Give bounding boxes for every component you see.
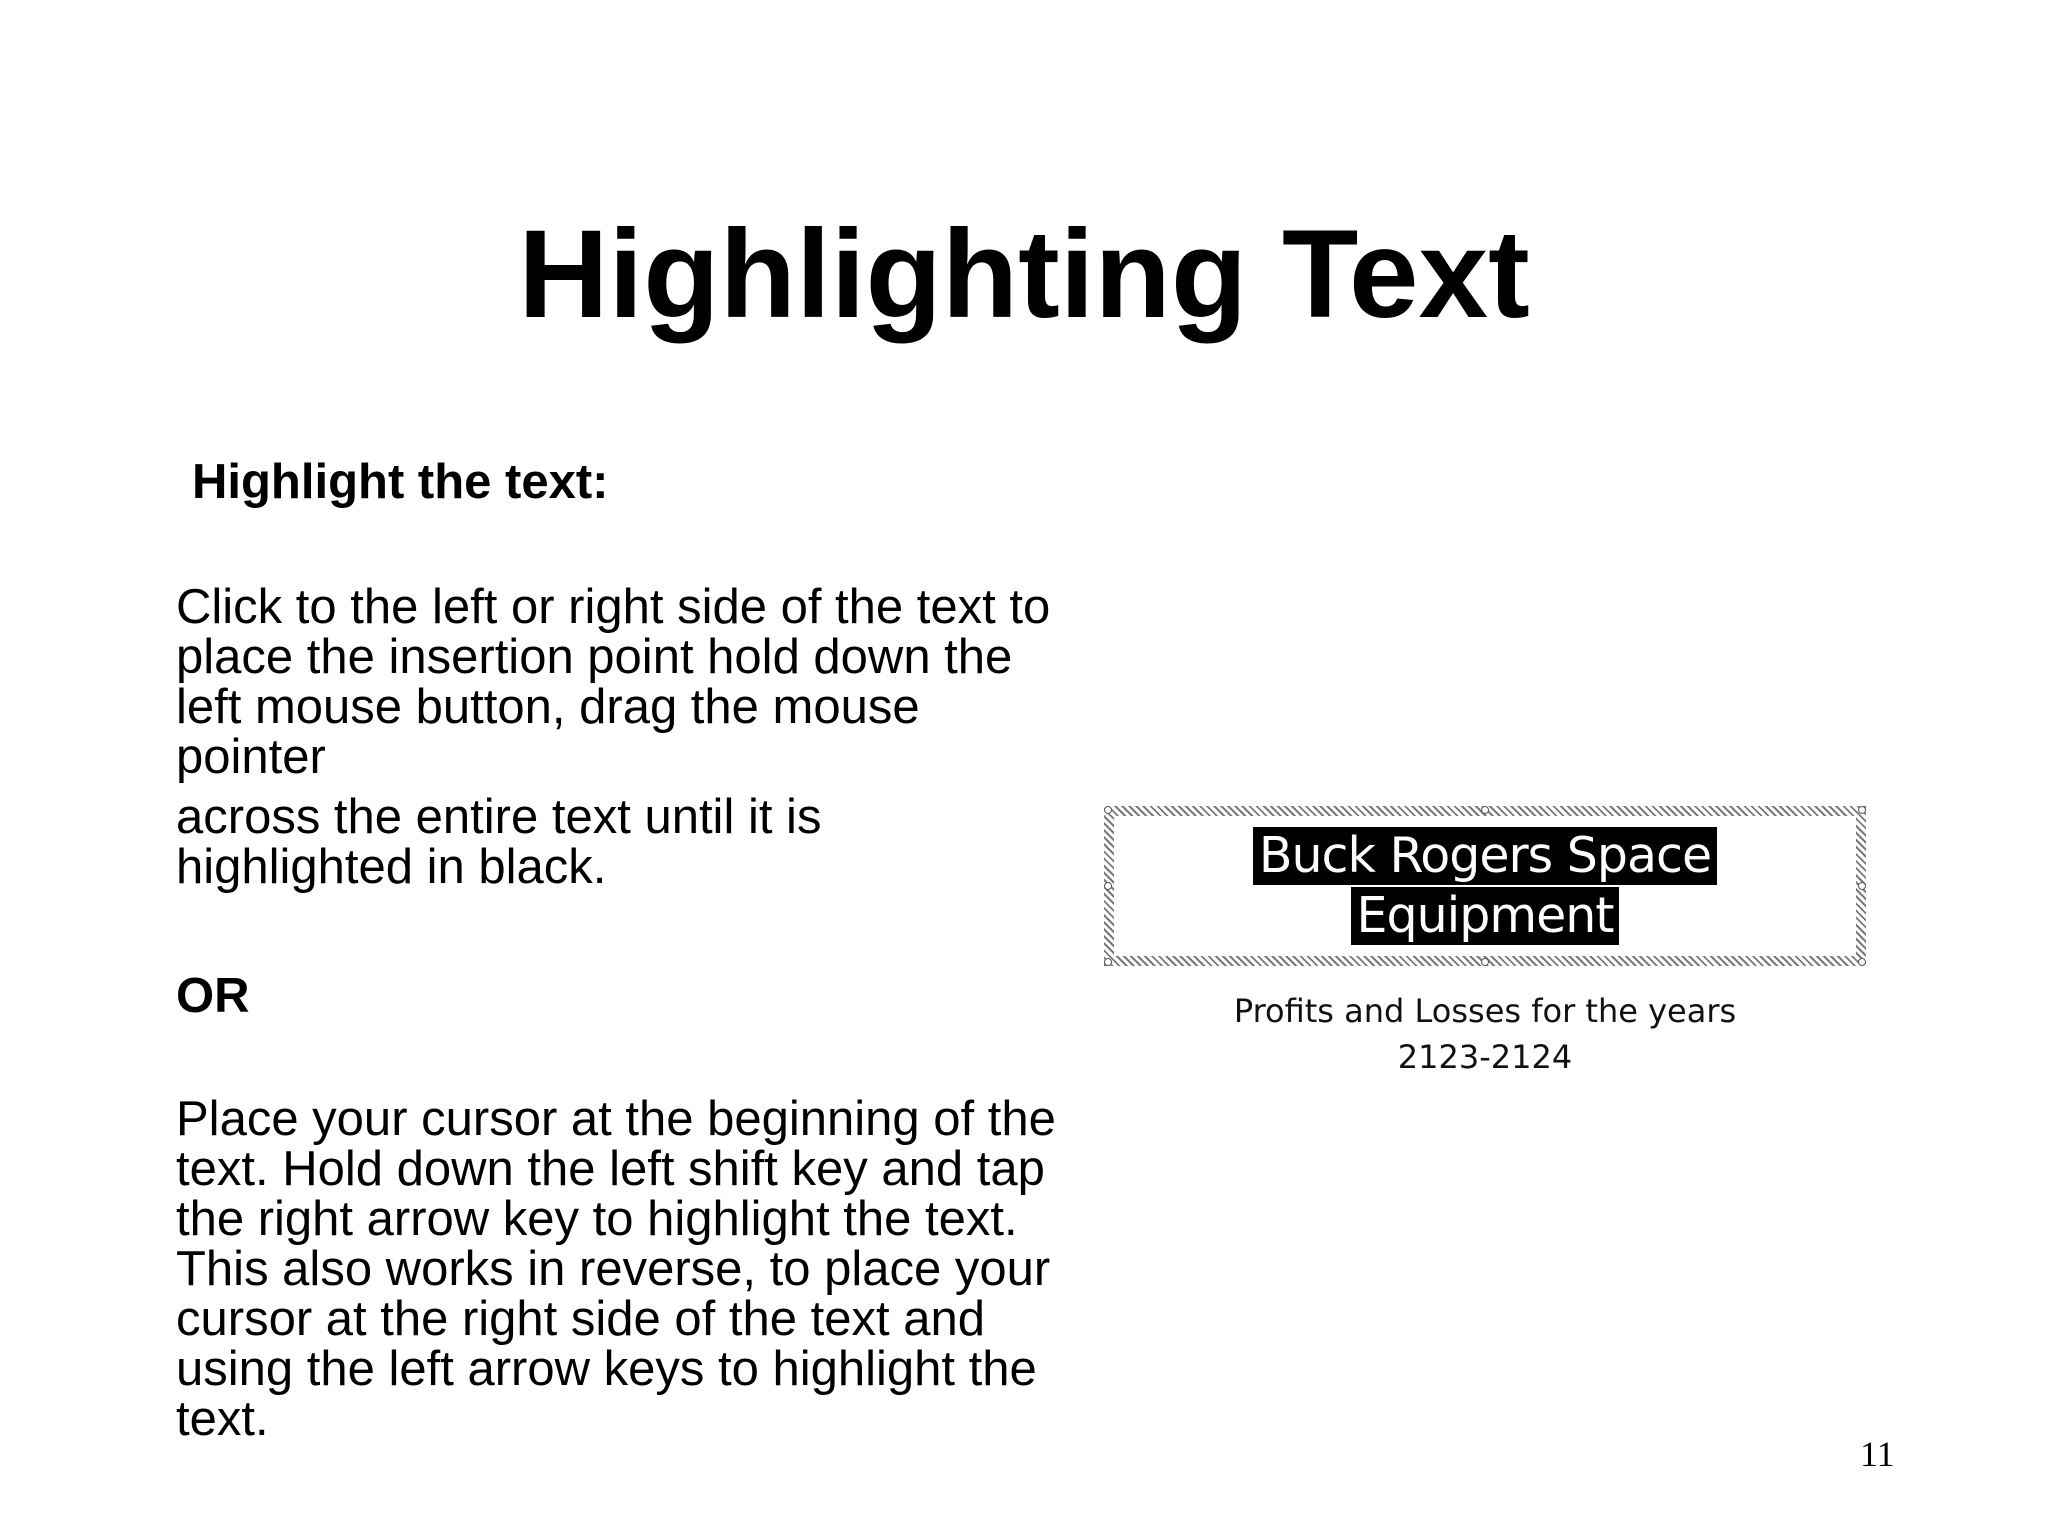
page-number: 11 [1860,1434,1895,1474]
instruction-subheading: Highlight the text: [192,455,609,509]
example-caption [1104,988,1866,1080]
instruction-paragraph-keyboard: Place your cursor at the beginning of the text. Hold down the left shift key and tap the right arrow key to highlight the text. This also works in reverse, to place your cursor at the right side of the text and using the left arrow keys to highlight the text. [176,1092,1056,1446]
resize-handle-icon [1104,806,1112,814]
resize-handle-icon [1104,882,1112,890]
resize-handle-icon [1858,882,1866,890]
example-caption-line: 2123-2124 [1397,1038,1573,1076]
resize-handle-icon [1104,958,1112,966]
slide-title: Highlighting Text [518,205,1530,344]
resize-handle-icon [1481,958,1489,966]
text-box-content [1114,816,1856,956]
or-label: OR [176,969,250,1023]
resize-handle-icon [1858,958,1866,966]
resize-handle-icon [1481,806,1489,814]
example-caption-line: Profits and Losses for the years [1233,992,1737,1030]
highlighted-text-line: Buck Rogers Space [1253,827,1717,885]
highlighted-text-line: Equipment [1351,887,1620,945]
instruction-paragraph-mouse-continued: across the entire text until it is highlighted in black. [176,790,822,894]
resize-handle-icon [1858,806,1866,814]
highlight-example-screenshot [1104,806,1866,1080]
instruction-paragraph-mouse: Click to the left or right side of the text to place the insertion point hold down the left mouse button, drag the mouse pointer [176,580,1051,784]
selected-text-box [1104,806,1866,966]
